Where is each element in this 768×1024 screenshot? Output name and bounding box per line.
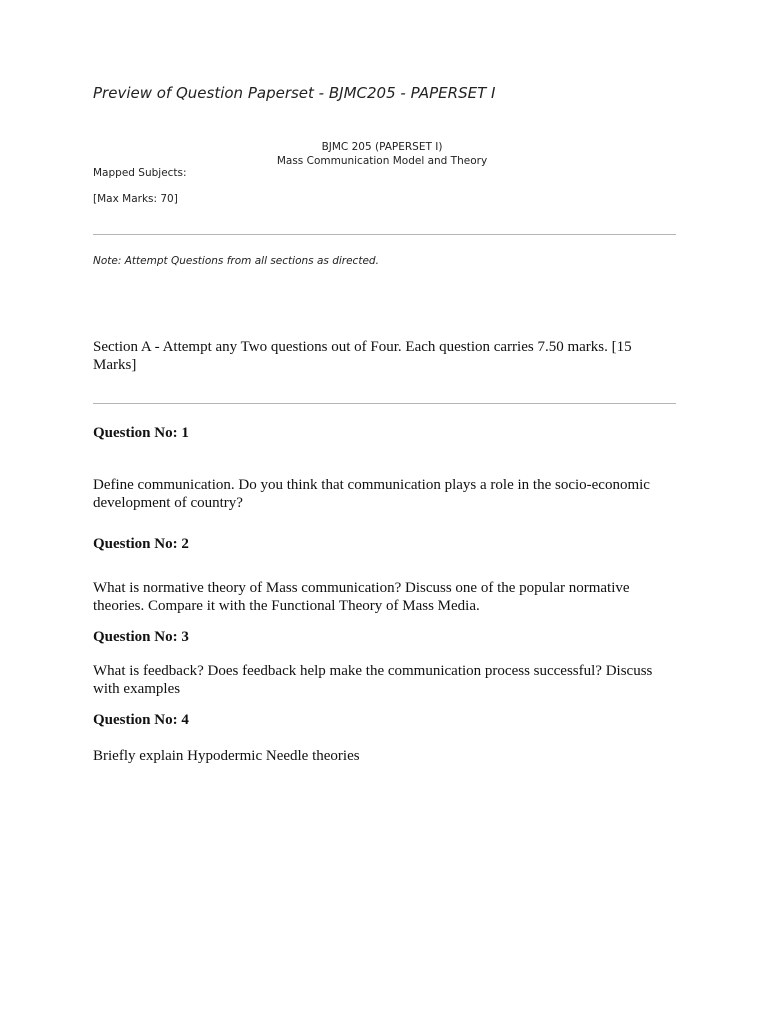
page-heading: Preview of Question Paperset - BJMC205 - PAPERSET I (93, 84, 496, 102)
max-marks: [Max Marks: 70] (93, 193, 178, 205)
question-1-title: Question No: 1 (93, 425, 189, 441)
paper-code: BJMC 205 (PAPERSET I) (321, 141, 443, 153)
mapped-subjects-label: Mapped Subjects: (93, 167, 187, 179)
section-a-instructions: Section A - Attempt any Two questions out of Four. Each question carries 7.50 marks. [15 Marks] (93, 339, 632, 373)
question-1-text: Define communication. Do you think that communication plays a role in the socio-economic development of country? (93, 477, 650, 511)
divider (93, 403, 676, 404)
instructions-note: Note: Attempt Questions from all sections as directed. (93, 255, 379, 267)
question-4-text: Briefly explain Hypodermic Needle theories (93, 748, 360, 764)
question-4-title: Question No: 4 (93, 712, 189, 728)
question-2-title: Question No: 2 (93, 536, 189, 552)
question-3-text: What is feedback? Does feedback help make the communication process successful? Discuss with examples (93, 663, 653, 697)
question-3-title: Question No: 3 (93, 629, 189, 645)
question-2-text: What is normative theory of Mass communication? Discuss one of the popular normative theories. Compare it with the Functional Theory of Mass Media. (93, 580, 630, 614)
paper-subject: Mass Communication Model and Theory (276, 155, 488, 167)
divider (93, 234, 676, 235)
